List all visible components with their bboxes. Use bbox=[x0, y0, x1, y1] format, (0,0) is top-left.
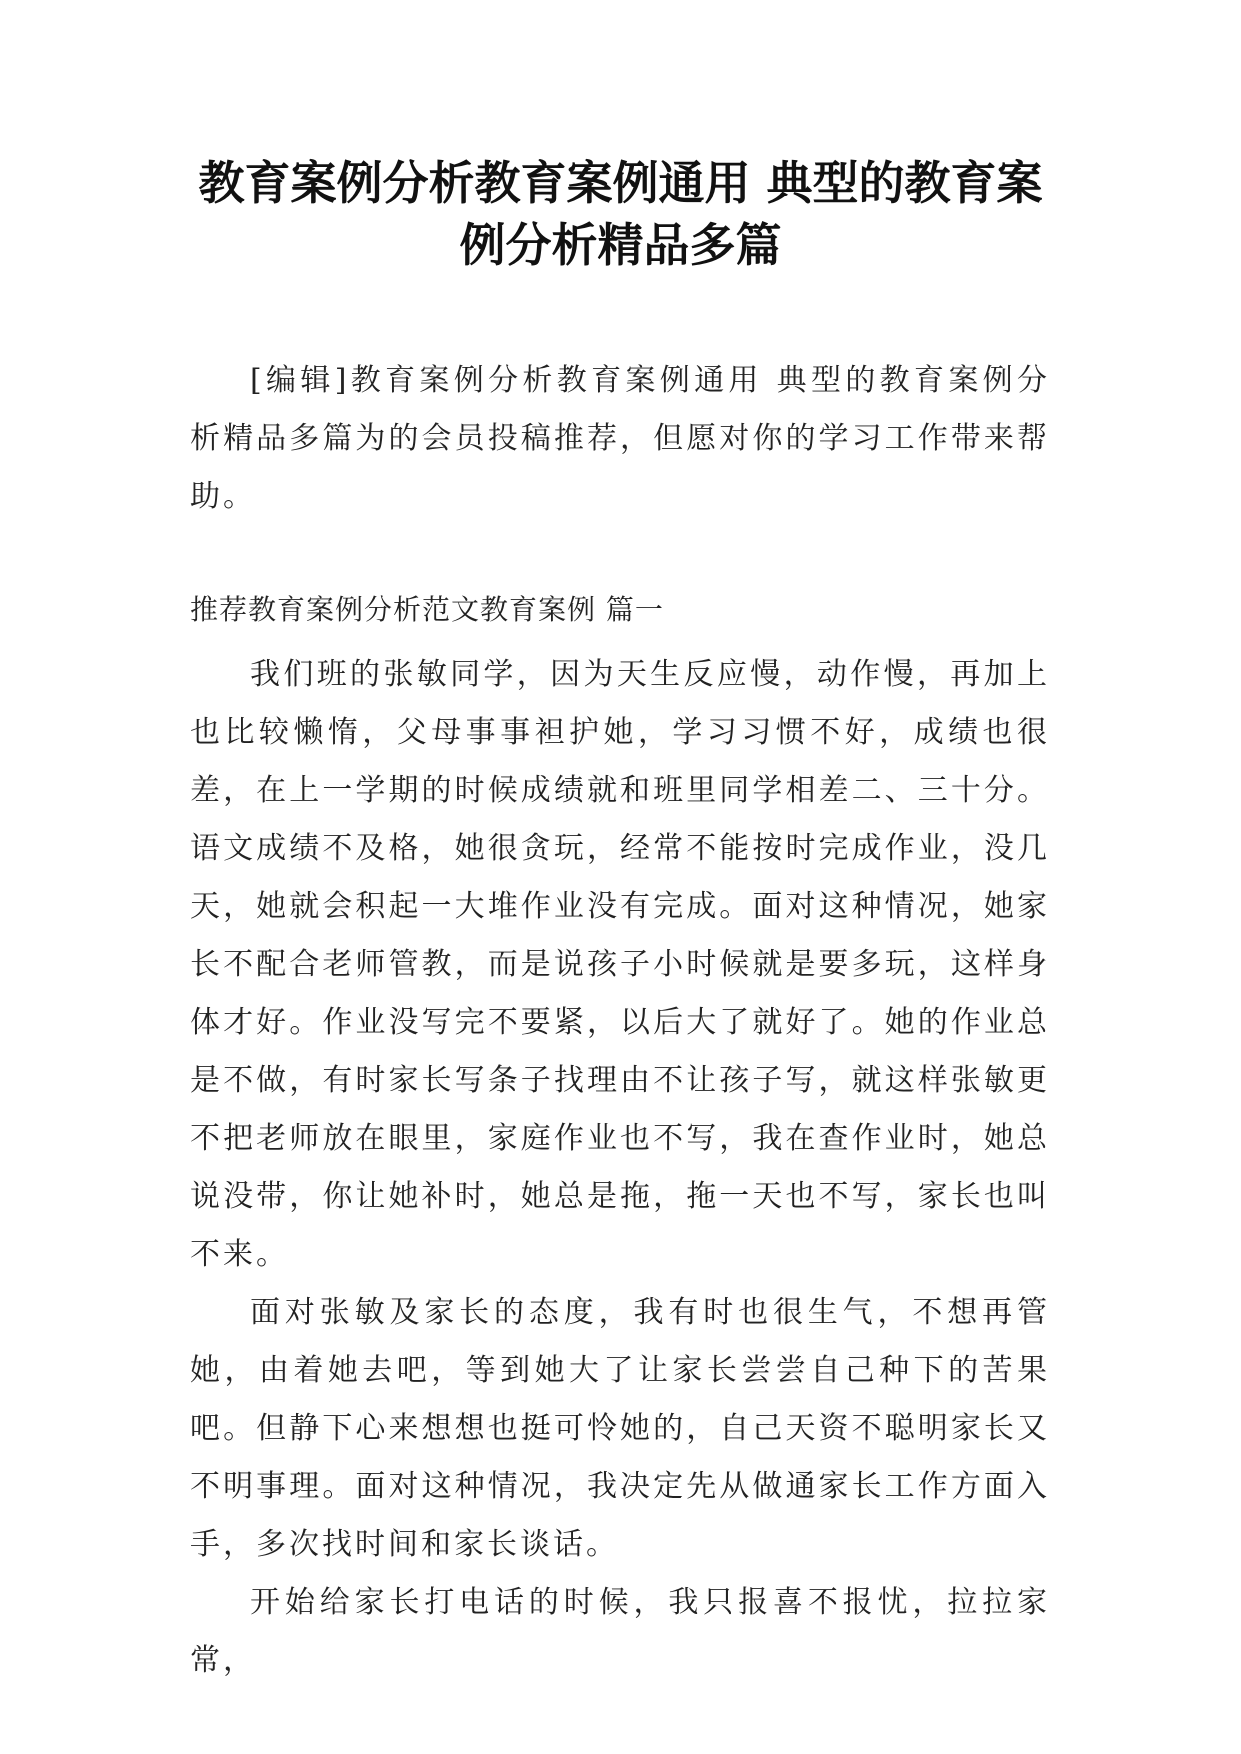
body-paragraph-3: 开始给家长打电话的时候，我只报喜不报忧，拉拉家常， bbox=[190, 1585, 1050, 1678]
title-line-1: 教育案例分析教育案例通用 典型的教育案 bbox=[198, 156, 1043, 210]
body-paragraph-1: 我们班的张敏同学，因为天生反应慢，动作慢，再加上也比较懒惰，父母事事袒护她，学习习惯不好，成绩也很差，在上一学期的时候成绩就和班里同学相差二、三十分。语文成绩不及格，她很贪玩，经常不能按时完成作业，没几天，她就会积起一大堆作业没有完成。面对这种情况，她家长不配合老师管教，而是说孩子小时候就是要多玩，这样身体才好。作业没写完不要紧，以后大了就好了。她的作业总是不做，有时家长写条子找理由不让孩子写，就这样张敏更不把老师放在眼里，家庭作业也不写，我在查作业时，她总说没带，你让她补时，她总是拖，拖一天也不写，家长也叫不来。 bbox=[190, 657, 1050, 1272]
section-heading: 推荐教育案例分析范文教育案例 篇一 bbox=[190, 593, 664, 626]
intro-block bbox=[190, 352, 1050, 526]
body-paragraph-2: 面对张敏及家长的态度，我有时也很生气，不想再管她，由着她去吧，等到她大了让家长尝尝自己种下的苦果吧。但静下心来想想也挺可怜她的，自己天资不聪明家长又不明事理。面对这种情况，我决定先从做通家长工作方面入手，多次找时间和家长谈话。 bbox=[190, 1295, 1050, 1562]
intro-paragraph: [编辑]教育案例分析教育案例通用 典型的教育案例分析精品多篇为的会员投稿推荐，但愿对你的学习工作带来帮助。 bbox=[190, 363, 1050, 514]
document-title bbox=[150, 152, 1091, 276]
title-line-2: 例分析精品多篇 bbox=[459, 218, 782, 272]
article-body bbox=[190, 646, 1050, 1690]
